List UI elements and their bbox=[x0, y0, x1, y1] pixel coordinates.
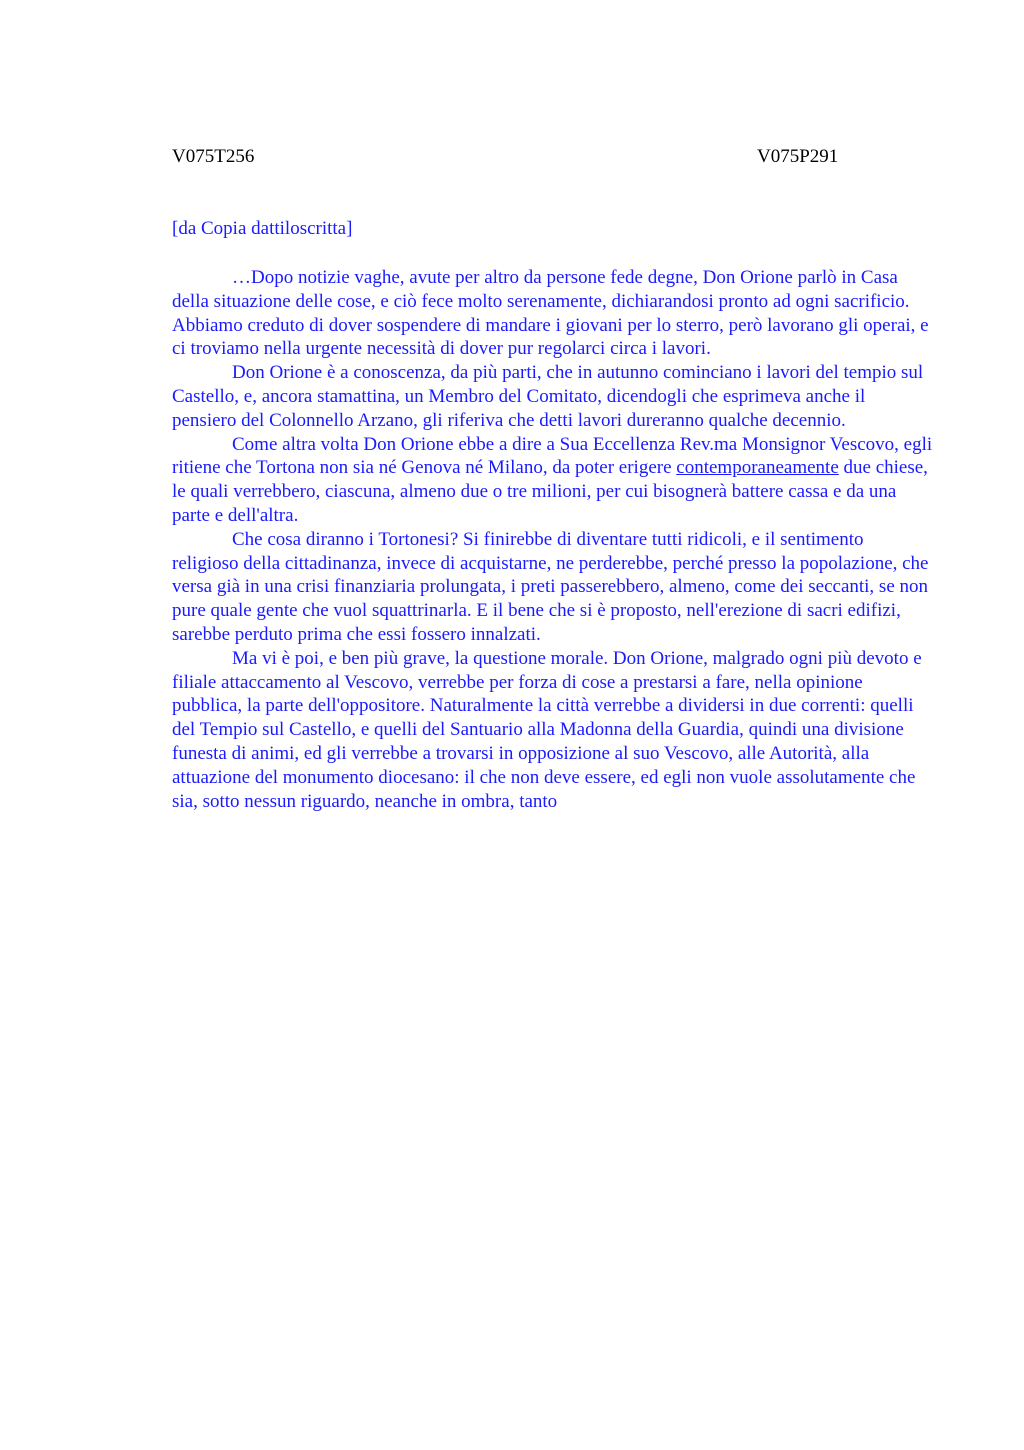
underlined-word: contemporaneamente bbox=[676, 457, 839, 479]
document-code-left: V075T256 bbox=[172, 146, 255, 167]
page-header bbox=[172, 146, 852, 172]
paragraph-3-after: due chiese, le quali verrebbero, ciascuna, almeno due o tre milioni, per cui bisognerà battere cassa e da una parte e dell'altra. bbox=[172, 457, 928, 526]
paragraph-3-before: Come altra volta Don Orione ebbe a dire a Sua Eccellenza Rev.ma Monsignor Vescovo, egli ritiene che Tortona non sia né Genova né Milano, da poter erigere bbox=[172, 433, 933, 479]
paragraph-1: …Dopo notizie vaghe, avute per altro da persone fede degne, Don Orione parlò in Casa della situazione delle cose, e ciò fece molto serenamente, dichiarandosi pronto ad ogni sacrificio. Abbiamo creduto di dover sospendere di mandare i giovani per lo sterro, però lavorano gli operai, e ci troviamo nella urgente necessità di dover pur regolarci circa i lavori. bbox=[172, 267, 929, 360]
paragraph-5: Ma vi è poi, e ben più grave, la questione morale. Don Orione, malgrado ogni più devoto e filiale attaccamento al Vescovo, verrebbe per forza di cose a prestarsi a fare, nella opinione pubblica, la parte dell'oppositore. Naturalmente la città verrebbe a dividersi in due correnti: quelli del Tempio sul Castello, e quelli del Santuario alla Madonna della Guardia, quindi una divisione funesta di animi, ed gli verrebbe a trovarsi in opposizione al suo Vescovo, alle Autorità, alla attuazione del monumento diocesano: il che non deve essere, ed egli non vuole assolutamente che sia, sotto nessun riguardo, neanche in ombra, tanto bbox=[172, 647, 922, 812]
paragraph-2: Don Orione è a conoscenza, da più parti, che in autunno cominciano i lavori del tempio sul Castello, e, ancora stamattina, un Membro del Comitato, dicendogli che esprimeva anche il pensiero del Colonnello Arzano, gli riferiva che detti lavori dureranno qualche decennio. bbox=[172, 362, 924, 431]
letter-body bbox=[172, 266, 934, 813]
paragraph-3 bbox=[172, 433, 934, 528]
document-code-right: V075P291 bbox=[757, 146, 839, 167]
source-note: [da Copia dattiloscritta] bbox=[172, 218, 353, 239]
paragraph-4: Che cosa diranno i Tortonesi? Si finirebbe di diventare tutti ridicoli, e il sentimento religioso della cittadinanza, invece di acquistarne, ne perderebbe, perché presso la popolazione, che versa già in una crisi finanziaria prolungata, i preti passerebbero, almeno, come dei seccanti, se non pure quale gente che vuol squattrinarla. E il bene che si è proposto, nell'erezione di sacri edifizi, sarebbe perduto prima che essi fossero innalzati. bbox=[172, 528, 929, 645]
